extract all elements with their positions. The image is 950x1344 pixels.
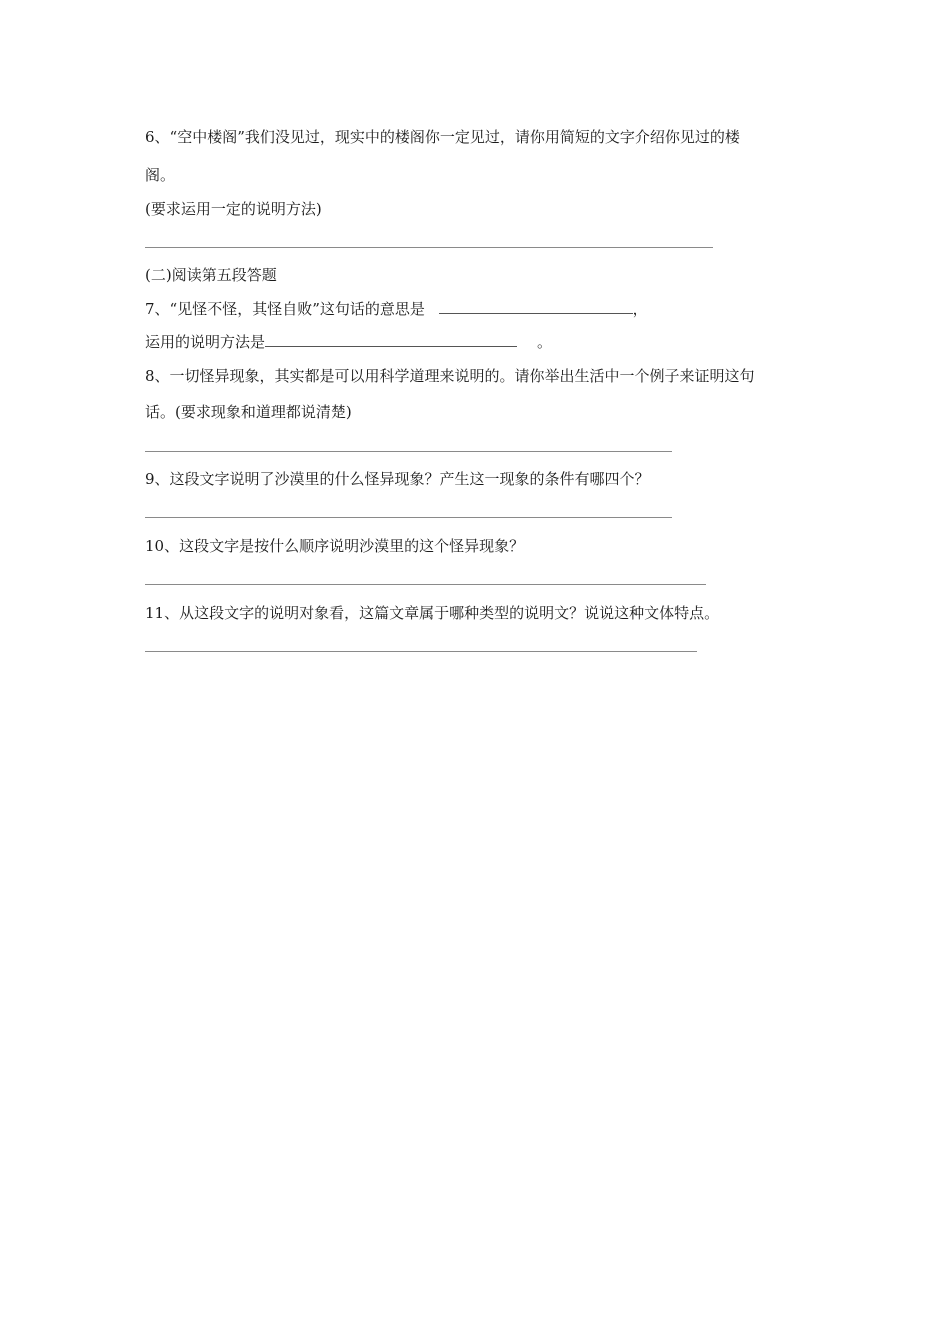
answer-line-q11[interactable] <box>145 651 697 652</box>
question-7-line-2-suffix: 。 <box>537 333 553 351</box>
answer-line-q10[interactable] <box>145 584 706 585</box>
question-7-line-2-prefix: 运用的说明方法是 <box>145 333 266 351</box>
question-8-line-1: 8、一切怪异现象，其实都是可以用科学道理来说明的。请你举出生活中一个例子来证明这句 <box>145 367 755 385</box>
section-2-heading: (二)阅读第五段答题 <box>145 266 277 284</box>
question-8-line-2: 话。(要求现象和道理都说清楚) <box>145 403 352 421</box>
answer-line-q9[interactable] <box>145 517 672 518</box>
question-7-line-2 <box>145 332 552 352</box>
question-6-note: (要求运用一定的说明方法) <box>145 200 322 218</box>
answer-line-q8[interactable] <box>145 451 672 452</box>
question-7-prefix: 7、“见怪不怪，其怪自败”这句话的意思是 <box>145 300 425 318</box>
answer-line-q6[interactable] <box>145 247 713 248</box>
question-9: 9、这段文字说明了沙漠里的什么怪异现象？产生这一现象的条件有哪四个？ <box>145 470 650 488</box>
answer-blank-q7-method[interactable] <box>265 332 517 347</box>
question-7-line-1 <box>145 299 648 319</box>
question-11: 11、从这段文字的说明对象看，这篇文章属于哪种类型的说明文？说说这种文体特点。 <box>145 604 720 622</box>
question-6-line-1: 6、“空中楼阁”我们没见过，现实中的楼阁你一定见过，请你用简短的文字介绍你见过的楼 <box>145 128 740 146</box>
question-10: 10、这段文字是按什么顺序说明沙漠里的这个怪异现象？ <box>145 537 525 555</box>
question-6-line-2: 阁。 <box>145 166 176 184</box>
answer-blank-q7-meaning[interactable] <box>439 299 633 314</box>
question-7-suffix: ， <box>632 300 648 318</box>
